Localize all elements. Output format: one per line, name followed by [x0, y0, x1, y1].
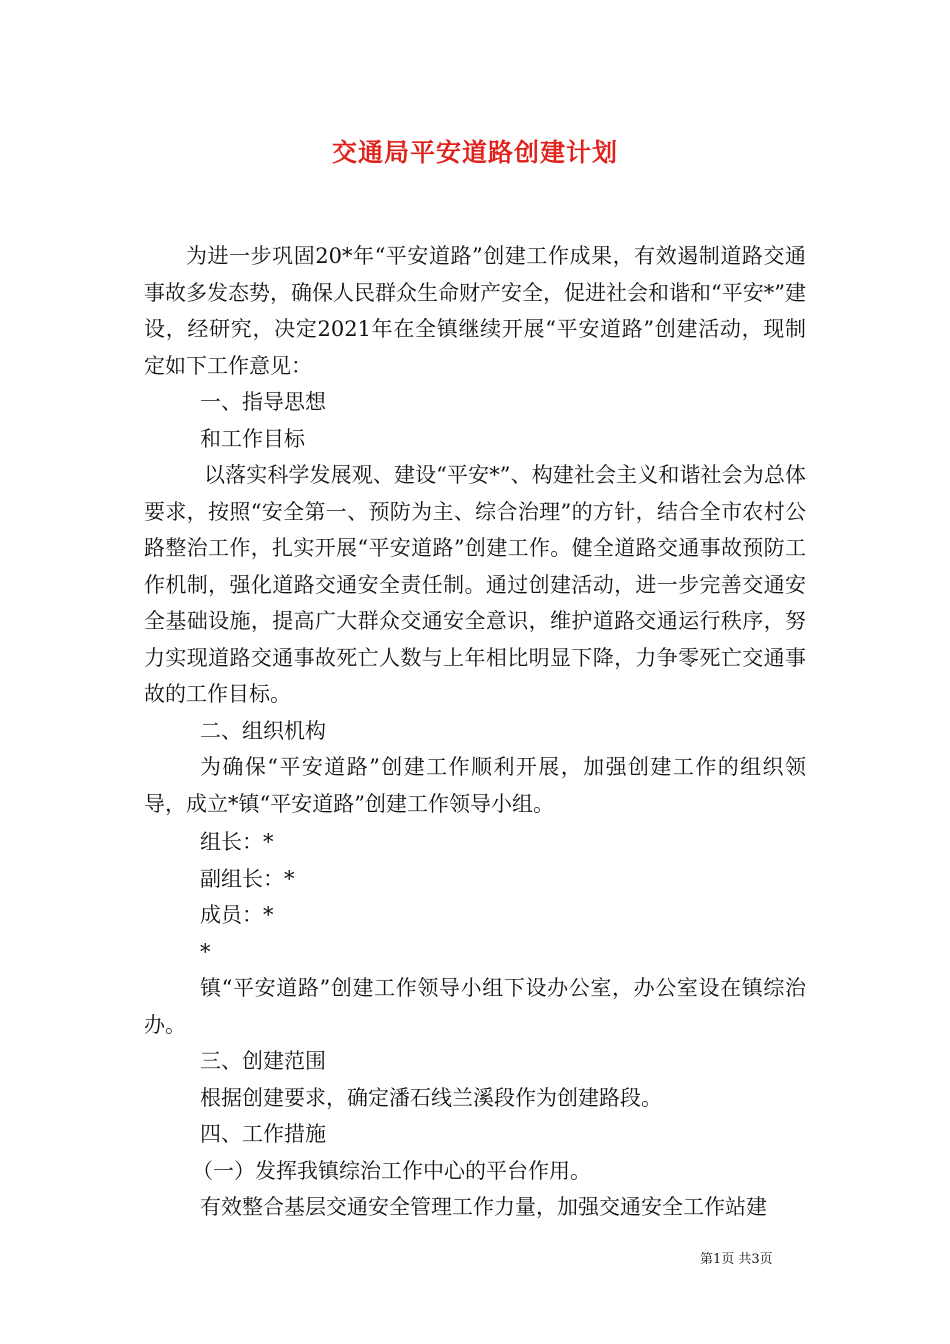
scope-paragraph: 根据创建要求，确定潘石线兰溪段作为创建路段。 — [200, 1085, 662, 1110]
intro-paragraph: 为进一步巩固20*年“平安道路”创建工作成果，有效遏制道路交通事故多发态势，确保人民群众生命财产安全，促进社会和谐和“平安*”建设，经研究，决定2021年在全镇继续开展“平安道路”创建活动，现制定如下工作意见： — [144, 244, 806, 378]
measure-1-paragraph: 有效整合基层交通安全管理工作力量，加强交通安全工作站建 — [200, 1195, 767, 1219]
organization-paragraph: 为确保“平安道路”创建工作顺利开展，加强创建工作的组织领导，成立*镇“平安道路”创建工作领导小组。 — [144, 755, 806, 816]
group-leader: 组长：* — [200, 830, 274, 854]
document-body — [144, 238, 806, 1226]
section-heading-3: 三、创建范围 — [200, 1049, 326, 1073]
measure-1-heading: （一）发挥我镇综治工作中心的平台作用。 — [192, 1158, 591, 1183]
deputy-leader: 副组长：* — [200, 866, 295, 891]
document-title: 交通局平安道路创建计划 — [331, 138, 618, 167]
office-paragraph: 镇“平安道路”创建工作领导小组下设办公室，办公室设在镇综治办。 — [144, 976, 806, 1037]
goal-paragraph: 以落实科学发展观、建设“平安*”、构建社会主义和谐社会为总体要求，按照“安全第一、预防为主、综合治理”的方针，结合全市农村公路整治工作，扎实开展“平安道路”创建工作。健全道路交通事故预防工作机制，强化道路交通安全责任制。通过创建活动，进一步完善交通安全基础设施，提高广大群众交通安全意识，维护道路交通运行秩序，努力实现道路交通事故死亡人数与上年相比明显下降，力争零死亡交通事故的工作目标。 — [144, 463, 806, 706]
members-cont: * — [200, 939, 211, 964]
page-footer: 第1页 共3页 — [700, 1252, 773, 1267]
section-heading-1: 一、指导思想 — [200, 390, 326, 414]
section-heading-2: 二、组织机构 — [200, 718, 326, 743]
members: 成员：* — [200, 903, 274, 927]
section-heading-4: 四、工作措施 — [200, 1122, 326, 1146]
section-heading-1-cont: 和工作目标 — [200, 426, 305, 451]
